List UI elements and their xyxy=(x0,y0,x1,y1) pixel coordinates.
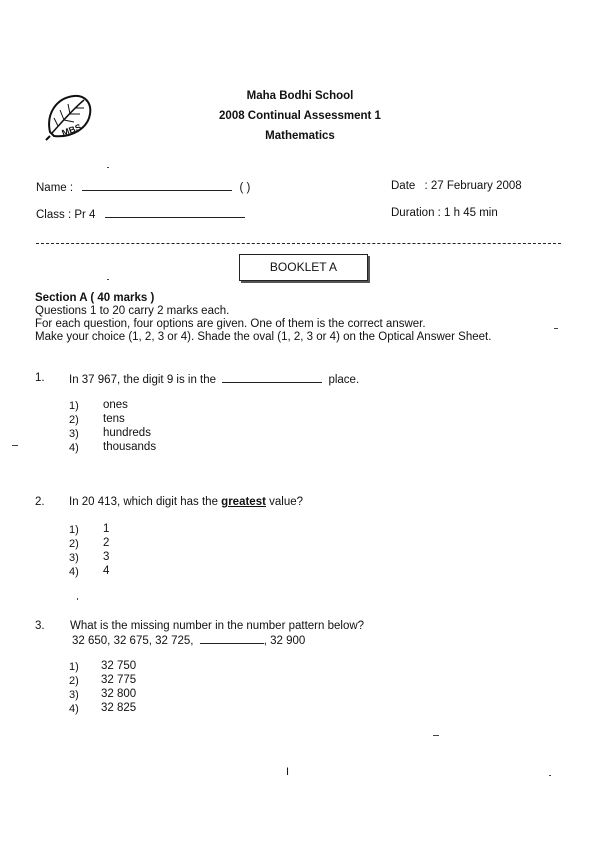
question-number: 3. xyxy=(35,620,45,632)
scan-speck xyxy=(107,279,109,280)
option-number: 4) xyxy=(69,442,79,454)
option-number: 1) xyxy=(69,524,79,536)
option-text: 3 xyxy=(103,551,110,563)
option-number: 3) xyxy=(69,428,79,440)
option-text: tens xyxy=(103,413,125,425)
option-text: 2 xyxy=(103,537,110,549)
option-text: ones xyxy=(103,399,128,411)
option-number: 3) xyxy=(69,689,79,701)
question-text-part: In 37 967, the digit 9 is in the xyxy=(69,374,217,386)
pattern-text: , 32 900 xyxy=(263,635,306,647)
pattern-text: 32 650, 32 675, 32 725, xyxy=(72,635,194,647)
question-text xyxy=(69,496,303,508)
svg-text:MBS: MBS xyxy=(60,121,83,139)
scan-speck xyxy=(433,735,439,736)
class-field xyxy=(36,207,245,221)
option-number: 2) xyxy=(69,675,79,687)
scan-speck xyxy=(554,328,558,329)
option-text: thousands xyxy=(103,441,157,453)
school-name: Maha Bodhi School xyxy=(246,90,354,102)
scan-speck xyxy=(107,167,109,168)
option-text: 32 825 xyxy=(101,702,137,714)
option-text: 32 775 xyxy=(101,674,137,686)
option-number: 4) xyxy=(69,703,79,715)
question-text xyxy=(69,372,359,386)
date-field xyxy=(391,180,522,192)
subject-title: Mathematics xyxy=(265,130,335,142)
number-pattern xyxy=(72,633,305,647)
option-text: 32 750 xyxy=(101,660,137,672)
option-text: 32 800 xyxy=(101,688,137,700)
date-label: Date xyxy=(391,180,416,192)
assessment-title: 2008 Continual Assessment 1 xyxy=(219,110,381,122)
name-field xyxy=(36,180,250,194)
divider-line xyxy=(36,243,561,244)
name-blank xyxy=(82,180,232,191)
name-label: Name : xyxy=(36,182,74,194)
page-number: I xyxy=(286,766,290,778)
option-number: 1) xyxy=(69,661,79,673)
answer-blank xyxy=(222,372,322,383)
class-label: Class : Pr 4 xyxy=(36,209,96,221)
scan-speck xyxy=(77,598,78,600)
instruction-line: Questions 1 to 20 carry 2 marks each. xyxy=(35,305,230,317)
option-number: 1) xyxy=(69,400,79,412)
option-text: 4 xyxy=(103,565,110,577)
question-number: 1. xyxy=(35,372,45,384)
option-number: 2) xyxy=(69,414,79,426)
option-number: 2) xyxy=(69,538,79,550)
emphasis-word: greatest xyxy=(221,496,266,508)
instruction-line: Make your choice (1, 2, 3 or 4). Shade the oval (1, 2, 3 or 4) on the Optical Answer Sheet. xyxy=(35,331,492,343)
register-number-paren: ( ) xyxy=(239,182,251,194)
scan-speck xyxy=(549,775,551,776)
instruction-line: For each question, four options are given. One of them is the correct answer. xyxy=(35,318,426,330)
duration-label: Duration : 1 h 45 min xyxy=(391,207,498,219)
option-text: hundreds xyxy=(103,427,151,439)
option-number: 3) xyxy=(69,552,79,564)
question-text: What is the missing number in the number pattern below? xyxy=(70,620,365,632)
question-number: 2. xyxy=(35,496,45,508)
section-title: Section A ( 40 marks ) xyxy=(35,292,155,304)
question-text-part: place. xyxy=(328,374,360,386)
booklet-label: BOOKLET A xyxy=(239,254,368,281)
option-text: 1 xyxy=(103,523,110,535)
class-blank xyxy=(105,207,245,218)
scan-speck xyxy=(12,445,18,446)
pattern-blank xyxy=(200,633,264,644)
question-text-part: In 20 413, which digit has the xyxy=(69,496,218,508)
date-value: : 27 February 2008 xyxy=(424,180,522,192)
option-number: 4) xyxy=(69,566,79,578)
question-text-part: value? xyxy=(269,496,304,508)
